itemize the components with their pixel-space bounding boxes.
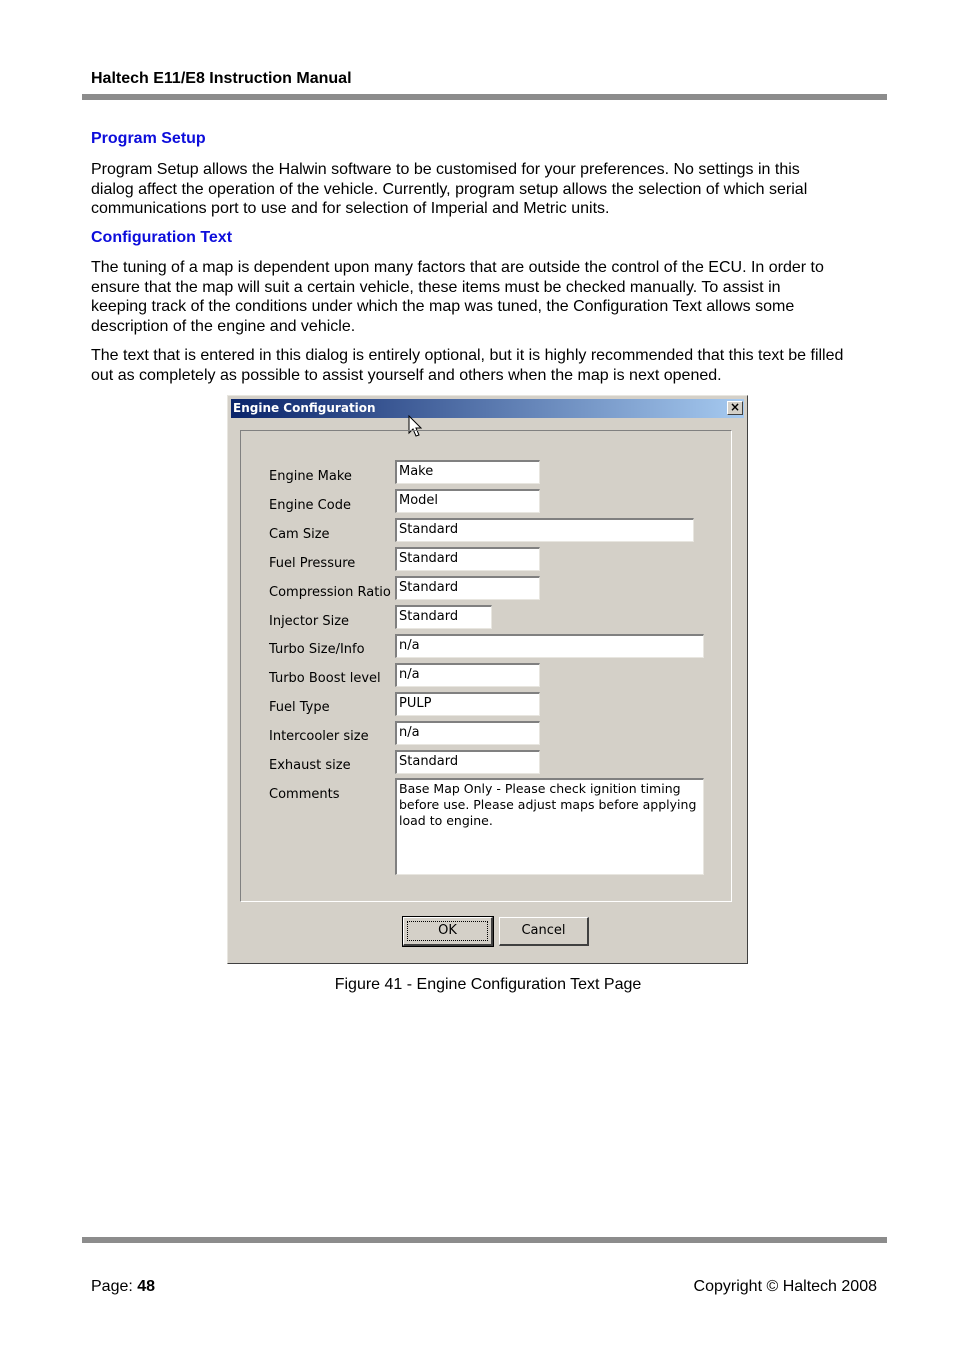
injector-size-field[interactable]: Standard [395, 605, 492, 629]
turbo-size-info-field[interactable]: n/a [395, 634, 704, 658]
compression-ratio-field[interactable]: Standard [395, 576, 540, 600]
label-intercooler-size: Intercooler size [269, 729, 369, 744]
text-line: keeping track of the conditions under which the map was tuned, the Configuration Text allows some [91, 298, 795, 315]
label-engine-make: Engine Make [269, 469, 352, 484]
label-compression-ratio: Compression Ratio [269, 585, 391, 600]
text-line: dialog affect the operation of the vehicle. Currently, program setup allows the selection of which serial [91, 180, 808, 198]
label-fuel-pressure: Fuel Pressure [269, 556, 356, 571]
copyright-notice: Copyright © Haltech 2008 [693, 1278, 877, 1295]
engine-make-field[interactable]: Make [395, 460, 540, 484]
close-icon: × [729, 400, 741, 414]
text-line: communications port to use and for selection of Imperial and Metric units. [91, 200, 610, 217]
dialog-title: Engine Configuration [233, 401, 376, 415]
header-rule [82, 94, 887, 100]
text-line: Program Setup allows the Halwin software to be customised for your preferences. No settings in this [91, 161, 800, 178]
label-injector-size: Injector Size [269, 614, 350, 629]
page-number: 48 [137, 1278, 156, 1295]
label-comments: Comments [269, 787, 340, 802]
configuration-paragraph-1 [91, 258, 891, 336]
intercooler-size-field[interactable]: n/a [395, 721, 540, 745]
manual-title: Haltech E11/E8 Instruction Manual [91, 70, 352, 87]
cancel-button[interactable] [499, 917, 589, 946]
turbo-boost-level-field[interactable]: n/a [395, 663, 540, 687]
dialog-title-bar[interactable] [231, 399, 744, 418]
section-heading-configuration-text: Configuration Text [91, 229, 233, 246]
text-line: The tuning of a map is dependent upon many factors that are outside the control of the ECU. In order to [91, 259, 824, 276]
cam-size-field[interactable]: Standard [395, 518, 694, 542]
fuel-type-field[interactable]: PULP [395, 692, 540, 716]
label-fuel-type: Fuel Type [269, 700, 330, 715]
ok-button-label: OK [438, 923, 457, 938]
page-label: Page: [91, 1278, 138, 1295]
ok-button[interactable] [403, 917, 493, 946]
figure-caption: Figure 41 - Engine Configuration Text Page [334, 976, 642, 993]
label-exhaust-size: Exhaust size [269, 758, 351, 773]
label-engine-code: Engine Code [269, 498, 351, 513]
label-turbo-size-info: Turbo Size/Info [269, 642, 365, 657]
close-button[interactable] [727, 401, 743, 415]
text-line: The text that is entered in this dialog is entirely optional, but it is highly recommended that this text be filled [91, 347, 844, 364]
engine-configuration-dialog [227, 395, 748, 964]
section-heading-program-setup: Program Setup [91, 130, 206, 147]
text-line: description of the engine and vehicle. [91, 317, 356, 335]
page-indicator [91, 1278, 155, 1296]
footer-rule [82, 1237, 887, 1243]
text-line: ensure that the map will suit a certain vehicle, these items must be checked manually. To assist in [91, 278, 781, 296]
exhaust-size-field[interactable]: Standard [395, 750, 540, 774]
label-turbo-boost-level: Turbo Boost level [269, 671, 381, 686]
comments-textarea[interactable]: Base Map Only - Please check ignition timing before use. Please adjust maps before applying load to engine. [395, 778, 704, 875]
focus-rectangle [407, 921, 488, 941]
cancel-button-label: Cancel [521, 923, 566, 938]
text-line: out as completely as possible to assist yourself and others when the map is next opened. [91, 366, 722, 384]
configuration-paragraph-2 [91, 346, 891, 385]
label-cam-size: Cam Size [269, 527, 330, 542]
program-setup-paragraph [91, 160, 891, 219]
fuel-pressure-field[interactable]: Standard [395, 547, 540, 571]
engine-code-field[interactable]: Model [395, 489, 540, 513]
